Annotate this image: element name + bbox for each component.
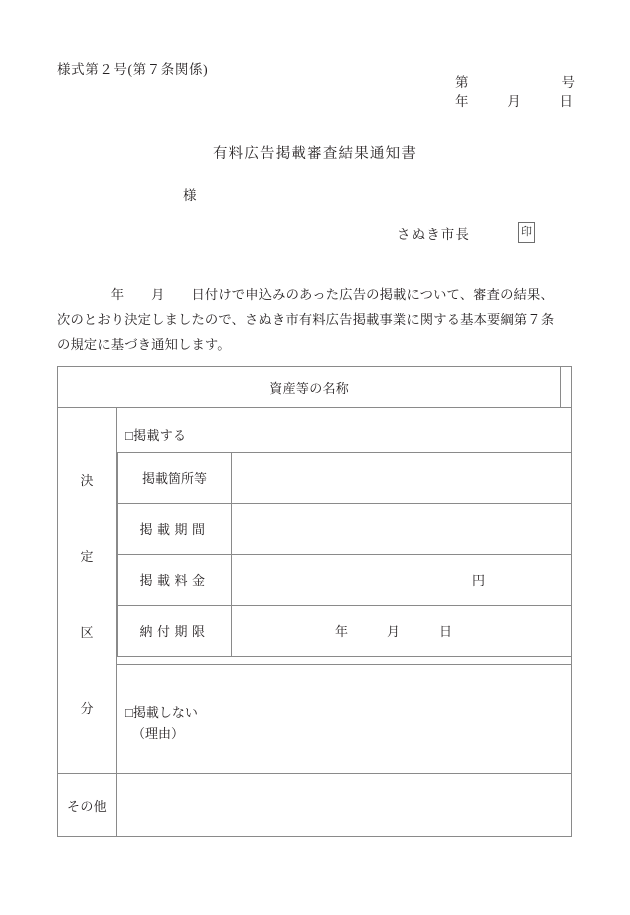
form-number: 様式第２号(第７条関係) — [57, 62, 209, 77]
document-number-suffix: 号 — [561, 75, 575, 90]
document-date-line — [455, 92, 575, 111]
no-publish-section[interactable] — [117, 665, 572, 774]
other-label: その他 — [58, 774, 117, 837]
document-number-block — [455, 73, 575, 111]
document-number-line — [455, 73, 575, 92]
table-row-fee — [118, 554, 572, 605]
addressee-honorific: 様 — [183, 188, 197, 203]
no-publish-reason-label: （理由） — [132, 725, 185, 741]
period-label: 掲載期間 — [118, 503, 232, 554]
date-day-label: 日 — [559, 94, 573, 109]
page-title: 有料広告掲載審査結果通知書 — [212, 146, 418, 162]
fee-label: 掲載料金 — [118, 554, 232, 605]
publish-checkbox-option[interactable]: □掲載する — [125, 427, 187, 443]
seal-icon: 印 — [518, 222, 535, 243]
decision-char-1: 決 — [80, 472, 94, 488]
table-row-other — [58, 774, 572, 837]
asset-name-label: 資産等の名称 — [58, 367, 561, 408]
document-number-prefix: 第 — [455, 75, 469, 90]
fee-currency-unit: 円 — [471, 573, 485, 588]
table-row-asset-name — [58, 367, 572, 408]
no-publish-checkbox-option[interactable]: □掲載しない — [125, 704, 198, 720]
decision-category-label — [58, 408, 117, 774]
body-line-3: の規定に基づき通知します。 — [57, 337, 231, 352]
publish-section — [117, 408, 572, 665]
table-row-payment-due — [118, 605, 572, 656]
body-paragraph — [57, 282, 577, 357]
decision-char-2: 定 — [80, 548, 94, 564]
period-value[interactable] — [232, 503, 572, 554]
body-line-1: 年 月 日付けで申込みのあった広告の掲載について、審査の結果、 — [57, 287, 554, 302]
other-value[interactable] — [117, 774, 572, 837]
publish-detail-table — [117, 452, 571, 657]
placement-value[interactable] — [232, 452, 572, 503]
date-month-label: 月 — [507, 94, 521, 109]
asset-name-value[interactable] — [561, 367, 572, 408]
body-line-2: 次のとおり決定しましたので、さぬき市有料広告掲載事業に関する基本要綱第７条 — [57, 312, 555, 327]
notice-form-table — [57, 366, 572, 837]
payment-due-date-placeholder: 年 月 日 — [335, 624, 453, 639]
fee-value-cell[interactable] — [232, 554, 572, 605]
payment-due-label: 納付期限 — [118, 605, 232, 656]
placement-label: 掲載箇所等 — [118, 452, 232, 503]
table-row-decision — [58, 408, 572, 665]
table-row-no-publish — [58, 665, 572, 774]
table-row-period — [118, 503, 572, 554]
no-publish-inner — [117, 695, 571, 744]
payment-due-value-cell[interactable] — [232, 605, 572, 656]
decision-char-3: 区 — [80, 625, 94, 641]
date-year-label: 年 — [455, 94, 469, 109]
decision-char-4: 分 — [80, 701, 94, 717]
signer-row — [397, 222, 535, 243]
signer-name: さぬき市長 — [397, 226, 470, 242]
decision-category-stack — [58, 408, 116, 773]
table-row-placement — [118, 452, 572, 503]
